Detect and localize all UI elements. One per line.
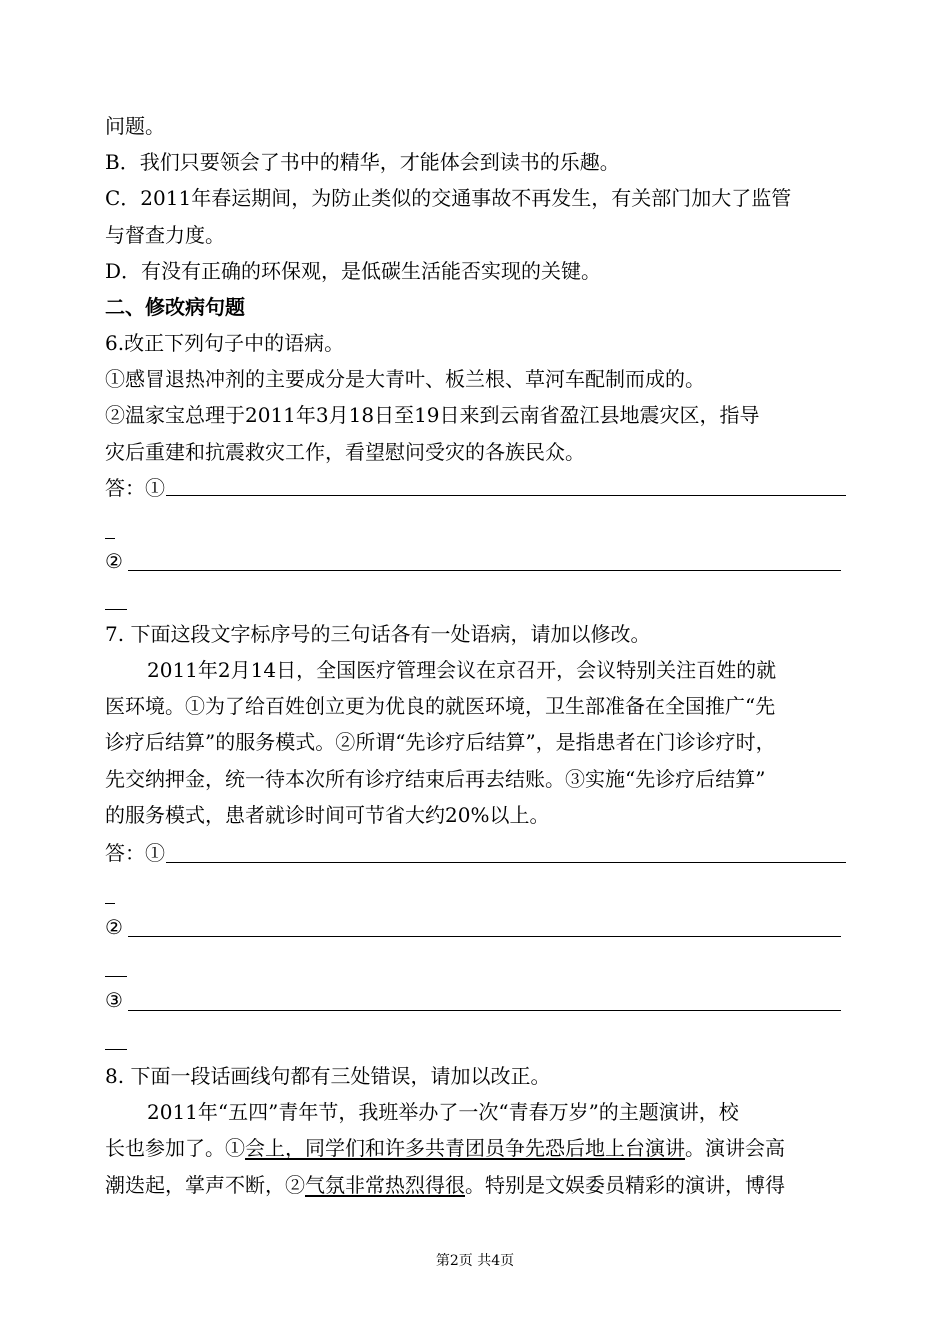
answer-blank-stub <box>105 609 127 610</box>
underlined-sentence-2: 气氛非常热烈得很 <box>305 1173 465 1197</box>
answer-blank-stub <box>105 1049 127 1050</box>
section-heading: 二、修改病句题 <box>105 295 245 319</box>
text-run: 。特别是文娱委员精彩的演讲，博得 <box>465 1173 785 1197</box>
question-7-para: 先交纳押金，统一待本次所有诊疗结束后再去结账。③实施“先诊疗后结算” <box>105 767 766 791</box>
option-b: B．我们只要领会了书中的精华，才能体会到读书的乐趣。 <box>105 150 620 174</box>
answer-6-1 <box>105 474 850 502</box>
page-footer: 第2页 共4页 <box>435 1253 515 1269</box>
question-8-para: 2011年“五四”青年节，我班举办了一次“青春万岁”的主题演讲，校 <box>147 1100 739 1124</box>
question-8-para <box>105 1171 850 1199</box>
answer-blank-stub <box>105 903 115 904</box>
question-8-para <box>105 1134 850 1162</box>
answer-blank[interactable] <box>128 570 841 571</box>
answer-blank[interactable] <box>128 1010 841 1011</box>
question-7-para: 诊疗后结算”的服务模式。②所谓“先诊疗后结算”，是指患者在门诊诊疗时， <box>105 730 776 754</box>
question-8: 8. 下面一段话画线句都有三处错误，请加以改正。 <box>105 1064 551 1088</box>
text-line: 问题。 <box>105 114 165 138</box>
question-6-item-2-cont: 灾后重建和抗震救灾工作，看望慰问受灾的各族民众。 <box>105 440 585 464</box>
question-6: 6.改正下列句子中的语病。 <box>105 331 345 355</box>
question-6-item-2: ②温家宝总理于2011年3月18日至19日来到云南省盈江县地震灾区，指导 <box>105 403 760 427</box>
answer-blank[interactable] <box>128 936 841 937</box>
question-6-item-1: ①感冒退热冲剂的主要成分是大青叶、板兰根、草河车配制而成的。 <box>105 367 705 391</box>
answer-label: ③ <box>105 988 123 1012</box>
underlined-sentence-1: 会上，同学们和许多共青团员争先恐后地上台演讲 <box>245 1136 685 1160</box>
answer-blank-stub <box>105 538 115 539</box>
question-7-para: 医环境。①为了给百姓创立更为优良的就医环境，卫生部准备在全国推广“先 <box>105 694 776 718</box>
answer-label: 答：① <box>105 841 165 865</box>
answer-label: ② <box>105 549 123 573</box>
answer-blank-stub <box>105 976 127 977</box>
text-run: 潮迭起，掌声不断，② <box>105 1173 305 1197</box>
question-7-para: 的服务模式，患者就诊时间可节省大约20%以上。 <box>105 803 550 827</box>
question-7: 7. 下面这段文字标序号的三句话各有一处语病，请加以修改。 <box>105 622 651 646</box>
answer-label: 答：① <box>105 476 165 500</box>
option-c-cont: 与督查力度。 <box>105 223 225 247</box>
text-run: 长也参加了。① <box>105 1136 245 1160</box>
answer-blank[interactable] <box>166 495 846 496</box>
question-7-para: 2011年2月14日，全国医疗管理会议在京召开，会议特别关注百姓的就 <box>147 658 777 682</box>
option-c: C．2011年春运期间，为防止类似的交通事故不再发生，有关部门加大了监管 <box>105 186 792 210</box>
text-run: 。演讲会高 <box>685 1136 785 1160</box>
option-d: D．有没有正确的环保观，是低碳生活能否实现的关键。 <box>105 259 602 283</box>
answer-label: ② <box>105 915 123 939</box>
answer-blank[interactable] <box>166 862 846 863</box>
